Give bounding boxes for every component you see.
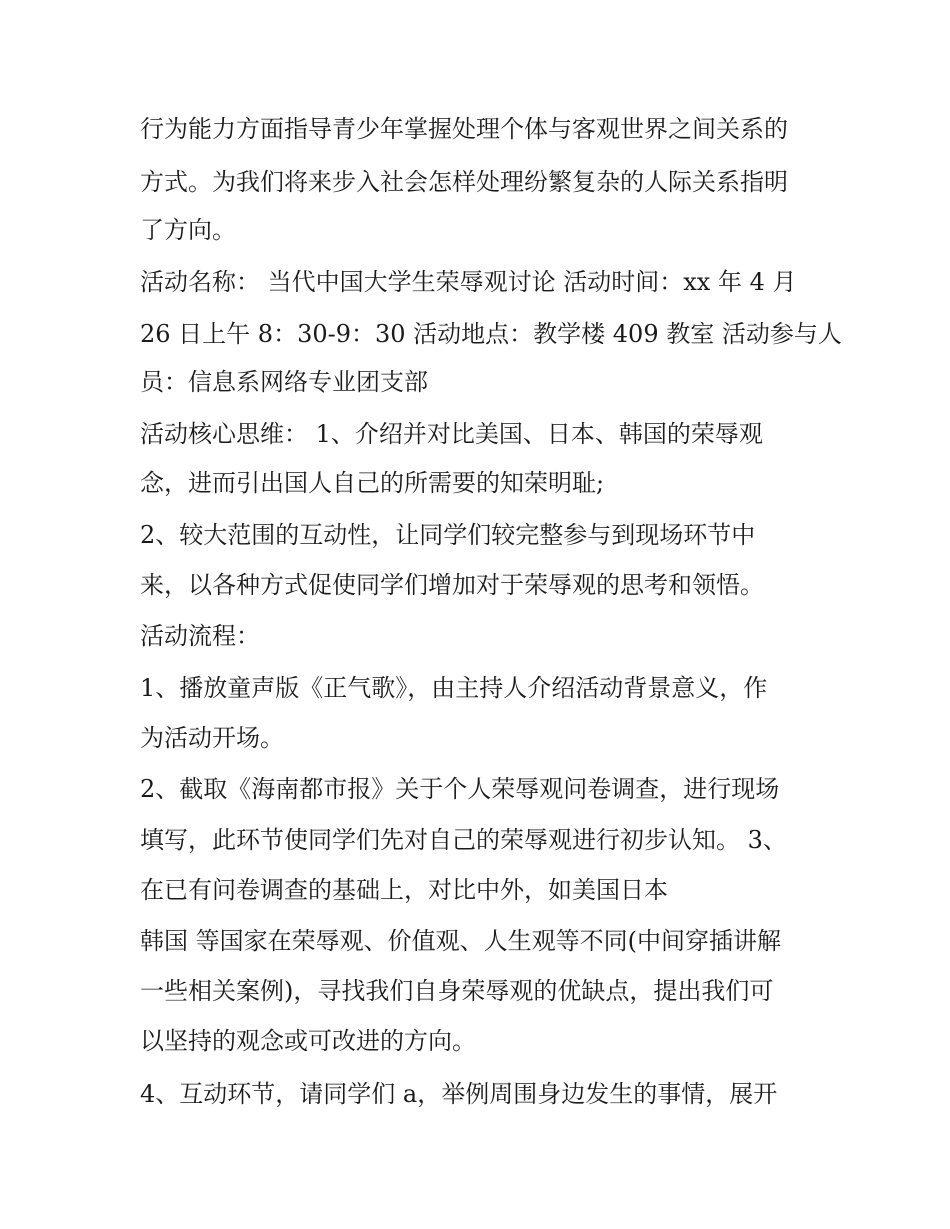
text-line: 员：信息系网络专业团支部 [140,368,428,396]
text-line: 了方向。 [140,216,236,244]
text-line: 为活动开场。 [140,724,284,752]
text-line: 活动流程： [140,622,260,650]
text-line: 26 日上午 8：30-9：30 活动地点：教学楼 409 教室 活动参与人 [140,320,842,348]
text-line: 填写，此环节使同学们先对自己的荣辱观进行初步认知。 3、 [140,826,787,854]
text-line: 1、播放童声版《正气歌》，由主持人介绍活动背景意义，作 [140,674,768,702]
text-line: 活动核心思维： 1、介绍并对比美国、日本、韩国的荣辱观 [140,420,763,448]
text-line: 韩国 等国家在荣辱观、价值观、人生观等不同(中间穿插讲解 [140,927,781,955]
text-line: 来，以各种方式促使同学们增加对于荣辱观的思考和领悟。 [140,571,764,599]
text-line: 2、截取《海南都市报》关于个人荣辱观问卷调查，进行现场 [140,775,780,803]
text-line: 念，进而引出国人自己的所需要的知荣明耻; [140,469,605,497]
text-line: 活动名称： 当代中国大学生荣辱观讨论 活动时间：xx 年 4 月 [140,268,797,296]
text-line: 在已有问卷调查的基础上，对比中外，如美国日本 [140,876,668,904]
text-line: 2、较大范围的互动性，让同学们较完整参与到现场环节中 [140,521,756,549]
text-line: 以坚持的观念或可改进的方向。 [140,1027,476,1055]
text-line: 方式。为我们将来步入社会怎样处理纷繁复杂的人际关系指明 [140,168,788,196]
text-line: 4、互动环节，请同学们 a，举例周围身边发生的事情，展开 [140,1080,778,1108]
text-line: 行为能力方面指导青少年掌握处理个体与客观世界之间关系的 [140,115,788,143]
text-line: 一些相关案例)，寻找我们自身荣辱观的优缺点，提出我们可 [140,977,774,1005]
